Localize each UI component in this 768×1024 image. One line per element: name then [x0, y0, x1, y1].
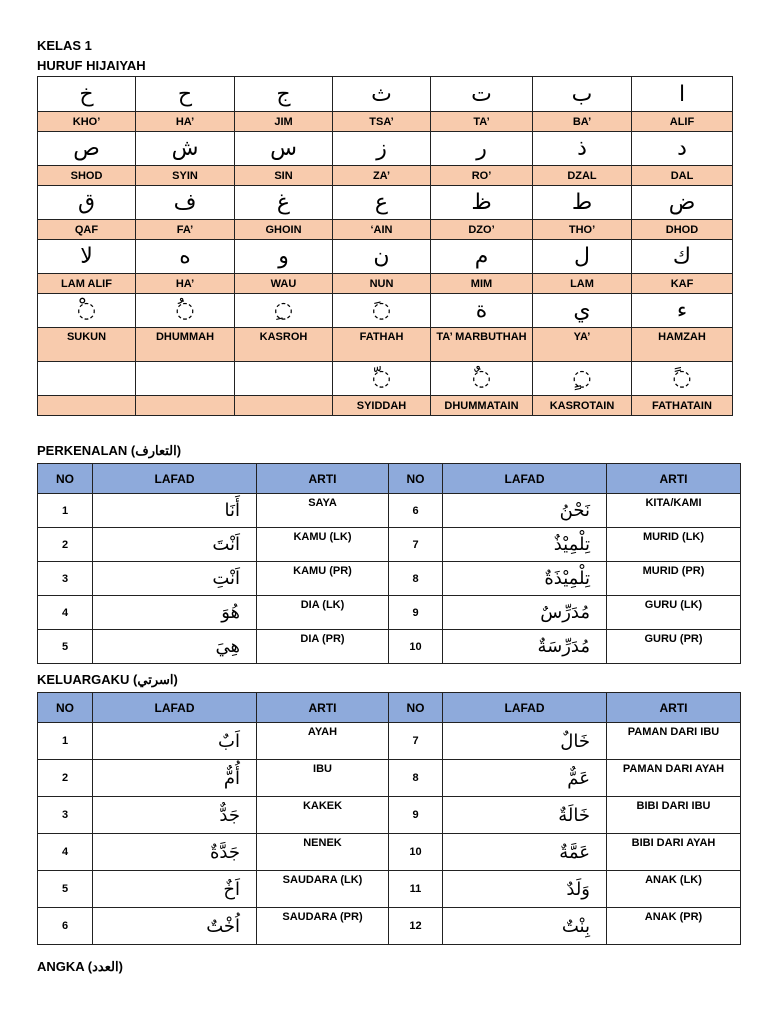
arti-cell: ANAK (LK): [607, 871, 741, 908]
hijaiyah-label-row: [38, 112, 733, 132]
table-row: [38, 630, 741, 664]
keluarga-heading: KELUARGAKU (اسرتي): [37, 672, 178, 687]
lafad-cell: وَلَدٌ: [443, 871, 607, 908]
hijaiyah-letter: ع: [333, 186, 431, 220]
hijaiyah-letter: ء: [632, 294, 733, 328]
column-header: ARTI: [257, 693, 389, 723]
hijaiyah-label: BA’: [533, 112, 632, 132]
hijaiyah-label: GHOIN: [235, 220, 333, 240]
row-number: 5: [38, 630, 93, 664]
table-row: [38, 528, 741, 562]
keluarga-table: [37, 692, 741, 945]
hijaiyah-letter: م: [431, 240, 533, 274]
arti-cell: MURID (LK): [607, 528, 741, 562]
lafad-cell: تِلْمِيْذٌ: [443, 528, 607, 562]
row-number: 5: [38, 871, 93, 908]
hijaiyah-label: HA’: [136, 274, 235, 294]
hijaiyah-label: DHOD: [632, 220, 733, 240]
hijaiyah-letter: خ: [38, 77, 136, 112]
row-number: 9: [389, 596, 443, 630]
lafad-cell: أَنَا: [93, 494, 257, 528]
row-number: 4: [38, 596, 93, 630]
lafad-cell: جَدَّةٌ: [93, 834, 257, 871]
hijaiyah-label: RO’: [431, 166, 533, 186]
hijaiyah-letter: ◌ً: [632, 362, 733, 396]
hijaiyah-label: ‘AIN: [333, 220, 431, 240]
hijaiyah-label: DZAL: [533, 166, 632, 186]
hijaiyah-letter: ن: [333, 240, 431, 274]
hijaiyah-letter: ح: [136, 77, 235, 112]
lafad-cell: هِيَ: [93, 630, 257, 664]
arti-cell: KAMU (LK): [257, 528, 389, 562]
row-number: 1: [38, 723, 93, 760]
lafad-cell: اَخٌ: [93, 871, 257, 908]
hijaiyah-label: KHO’: [38, 112, 136, 132]
lafad-cell: اَنْتَ: [93, 528, 257, 562]
column-header: LAFAD: [443, 464, 607, 494]
lafad-cell: مُدَرِّسٌ: [443, 596, 607, 630]
hijaiyah-heading: HURUF HIJAIYAH: [37, 58, 146, 73]
hijaiyah-letter: ر: [431, 132, 533, 166]
column-header: NO: [38, 464, 93, 494]
arti-cell: NENEK: [257, 834, 389, 871]
arti-cell: SAUDARA (PR): [257, 908, 389, 945]
row-number: 11: [389, 871, 443, 908]
hijaiyah-label-row: [38, 274, 733, 294]
hijaiyah-table: [37, 76, 733, 416]
hijaiyah-letter: ◌ٌ: [431, 362, 533, 396]
row-number: 3: [38, 797, 93, 834]
table-row: [38, 797, 741, 834]
hijaiyah-label: YA’: [533, 328, 632, 362]
hijaiyah-letter: ز: [333, 132, 431, 166]
hijaiyah-label: ZA’: [333, 166, 431, 186]
hijaiyah-letter-row: [38, 77, 733, 112]
hijaiyah-letter: ث: [333, 77, 431, 112]
row-number: 6: [38, 908, 93, 945]
column-header: ARTI: [257, 464, 389, 494]
hijaiyah-letter: [136, 362, 235, 396]
hijaiyah-letter: ◌ٍ: [533, 362, 632, 396]
lafad-cell: تِلْمِيْذَةٌ: [443, 562, 607, 596]
lafad-cell: جَدٌّ: [93, 797, 257, 834]
hijaiyah-label: DZO’: [431, 220, 533, 240]
hijaiyah-label: QAF: [38, 220, 136, 240]
hijaiyah-letter: غ: [235, 186, 333, 220]
hijaiyah-letter: ج: [235, 77, 333, 112]
table-row: [38, 596, 741, 630]
hijaiyah-letter: [235, 362, 333, 396]
row-number: 9: [389, 797, 443, 834]
arti-cell: DIA (PR): [257, 630, 389, 664]
hijaiyah-letter: ت: [431, 77, 533, 112]
lafad-cell: مُدَرِّسَةٌ: [443, 630, 607, 664]
hijaiyah-label: [136, 396, 235, 416]
hijaiyah-label: SYIDDAH: [333, 396, 431, 416]
hijaiyah-letter: [38, 362, 136, 396]
arti-cell: BIBI DARI AYAH: [607, 834, 741, 871]
arti-cell: PAMAN DARI AYAH: [607, 760, 741, 797]
hijaiyah-letter-row: [38, 186, 733, 220]
row-number: 4: [38, 834, 93, 871]
hijaiyah-label: FATHAH: [333, 328, 431, 362]
hijaiyah-letter-row: [38, 132, 733, 166]
hijaiyah-letter: ط: [533, 186, 632, 220]
hijaiyah-label: FA’: [136, 220, 235, 240]
arti-cell: AYAH: [257, 723, 389, 760]
hijaiyah-label: [235, 396, 333, 416]
column-header: NO: [38, 693, 93, 723]
hijaiyah-letter: ظ: [431, 186, 533, 220]
hijaiyah-label: LAM ALIF: [38, 274, 136, 294]
hijaiyah-label-row: [38, 220, 733, 240]
perkenalan-heading: PERKENALAN (التعارف): [37, 443, 182, 458]
hijaiyah-label: JIM: [235, 112, 333, 132]
hijaiyah-label: SHOD: [38, 166, 136, 186]
hijaiyah-label: [38, 396, 136, 416]
arti-cell: GURU (LK): [607, 596, 741, 630]
hijaiyah-letter: ي: [533, 294, 632, 328]
arti-cell: KAKEK: [257, 797, 389, 834]
hijaiyah-letter-row: [38, 294, 733, 328]
row-number: 7: [389, 723, 443, 760]
hijaiyah-letter: ◌ِ: [235, 294, 333, 328]
table-header-row: [38, 693, 741, 723]
lafad-cell: خَالَةٌ: [443, 797, 607, 834]
column-header: ARTI: [607, 693, 741, 723]
column-header: NO: [389, 693, 443, 723]
column-header: LAFAD: [443, 693, 607, 723]
hijaiyah-letter: ف: [136, 186, 235, 220]
hijaiyah-letter: ◌ْ: [38, 294, 136, 328]
lafad-cell: نَحْنُ: [443, 494, 607, 528]
lafad-cell: خَالٌ: [443, 723, 607, 760]
table-row: [38, 908, 741, 945]
hijaiyah-label: SIN: [235, 166, 333, 186]
hijaiyah-letter: ق: [38, 186, 136, 220]
hijaiyah-letter: ب: [533, 77, 632, 112]
class-heading: KELAS 1: [37, 38, 92, 53]
arti-cell: MURID (PR): [607, 562, 741, 596]
lafad-cell: اَبٌ: [93, 723, 257, 760]
arti-cell: ANAK (PR): [607, 908, 741, 945]
hijaiyah-label: ALIF: [632, 112, 733, 132]
lafad-cell: اُخْتٌ: [93, 908, 257, 945]
hijaiyah-letter: ض: [632, 186, 733, 220]
row-number: 8: [389, 562, 443, 596]
hijaiyah-letter: د: [632, 132, 733, 166]
hijaiyah-letter: ل: [533, 240, 632, 274]
lafad-cell: عَمٌّ: [443, 760, 607, 797]
hijaiyah-label-row: [38, 396, 733, 416]
hijaiyah-letter: ة: [431, 294, 533, 328]
hijaiyah-label: SYIN: [136, 166, 235, 186]
arti-cell: BIBI DARI IBU: [607, 797, 741, 834]
arti-cell: PAMAN DARI IBU: [607, 723, 741, 760]
hijaiyah-label: TSA’: [333, 112, 431, 132]
hijaiyah-letter: ص: [38, 132, 136, 166]
hijaiyah-label: DAL: [632, 166, 733, 186]
arti-cell: KAMU (PR): [257, 562, 389, 596]
arti-cell: SAUDARA (LK): [257, 871, 389, 908]
row-number: 12: [389, 908, 443, 945]
hijaiyah-label: WAU: [235, 274, 333, 294]
hijaiyah-letter: و: [235, 240, 333, 274]
hijaiyah-label-row: [38, 166, 733, 186]
perkenalan-table: [37, 463, 741, 664]
row-number: 2: [38, 760, 93, 797]
hijaiyah-label: HA’: [136, 112, 235, 132]
hijaiyah-letter: ◌َ: [333, 294, 431, 328]
table-header-row: [38, 464, 741, 494]
hijaiyah-label: THO’: [533, 220, 632, 240]
column-header: LAFAD: [93, 693, 257, 723]
hijaiyah-label: FATHATAIN: [632, 396, 733, 416]
row-number: 10: [389, 630, 443, 664]
hijaiyah-label: DHUMMAH: [136, 328, 235, 362]
hijaiyah-label: KASROH: [235, 328, 333, 362]
angka-heading: ANGKA (العدد): [37, 959, 123, 974]
table-row: [38, 494, 741, 528]
hijaiyah-label: DHUMMATAIN: [431, 396, 533, 416]
hijaiyah-label: MIM: [431, 274, 533, 294]
table-row: [38, 871, 741, 908]
row-number: 10: [389, 834, 443, 871]
lafad-cell: عَمَّةٌ: [443, 834, 607, 871]
hijaiyah-letter: ◌ّ: [333, 362, 431, 396]
hijaiyah-letter: ش: [136, 132, 235, 166]
arti-cell: IBU: [257, 760, 389, 797]
hijaiyah-letter: ا: [632, 77, 733, 112]
hijaiyah-label: KAF: [632, 274, 733, 294]
hijaiyah-label: TA’: [431, 112, 533, 132]
hijaiyah-label: KASROTAIN: [533, 396, 632, 416]
hijaiyah-letter: ك: [632, 240, 733, 274]
row-number: 2: [38, 528, 93, 562]
hijaiyah-label: TA’ MARBUTHAH: [431, 328, 533, 362]
table-row: [38, 562, 741, 596]
hijaiyah-label-row: [38, 328, 733, 362]
hijaiyah-letter-row: [38, 362, 733, 396]
row-number: 1: [38, 494, 93, 528]
arti-cell: GURU (PR): [607, 630, 741, 664]
column-header: ARTI: [607, 464, 741, 494]
arti-cell: DIA (LK): [257, 596, 389, 630]
lafad-cell: بِنْتٌ: [443, 908, 607, 945]
column-header: LAFAD: [93, 464, 257, 494]
arti-cell: SAYA: [257, 494, 389, 528]
table-row: [38, 760, 741, 797]
row-number: 8: [389, 760, 443, 797]
hijaiyah-letter: لا: [38, 240, 136, 274]
row-number: 7: [389, 528, 443, 562]
hijaiyah-letter: ه: [136, 240, 235, 274]
hijaiyah-label: SUKUN: [38, 328, 136, 362]
arti-cell: KITA/KAMI: [607, 494, 741, 528]
hijaiyah-label: LAM: [533, 274, 632, 294]
table-row: [38, 834, 741, 871]
hijaiyah-letter-row: [38, 240, 733, 274]
lafad-cell: هُوَ: [93, 596, 257, 630]
hijaiyah-label: HAMZAH: [632, 328, 733, 362]
table-row: [38, 723, 741, 760]
hijaiyah-letter: ذ: [533, 132, 632, 166]
hijaiyah-label: NUN: [333, 274, 431, 294]
hijaiyah-letter: ◌ُ: [136, 294, 235, 328]
column-header: NO: [389, 464, 443, 494]
row-number: 3: [38, 562, 93, 596]
row-number: 6: [389, 494, 443, 528]
lafad-cell: اَنْتِ: [93, 562, 257, 596]
hijaiyah-letter: س: [235, 132, 333, 166]
lafad-cell: أُمٌّ: [93, 760, 257, 797]
